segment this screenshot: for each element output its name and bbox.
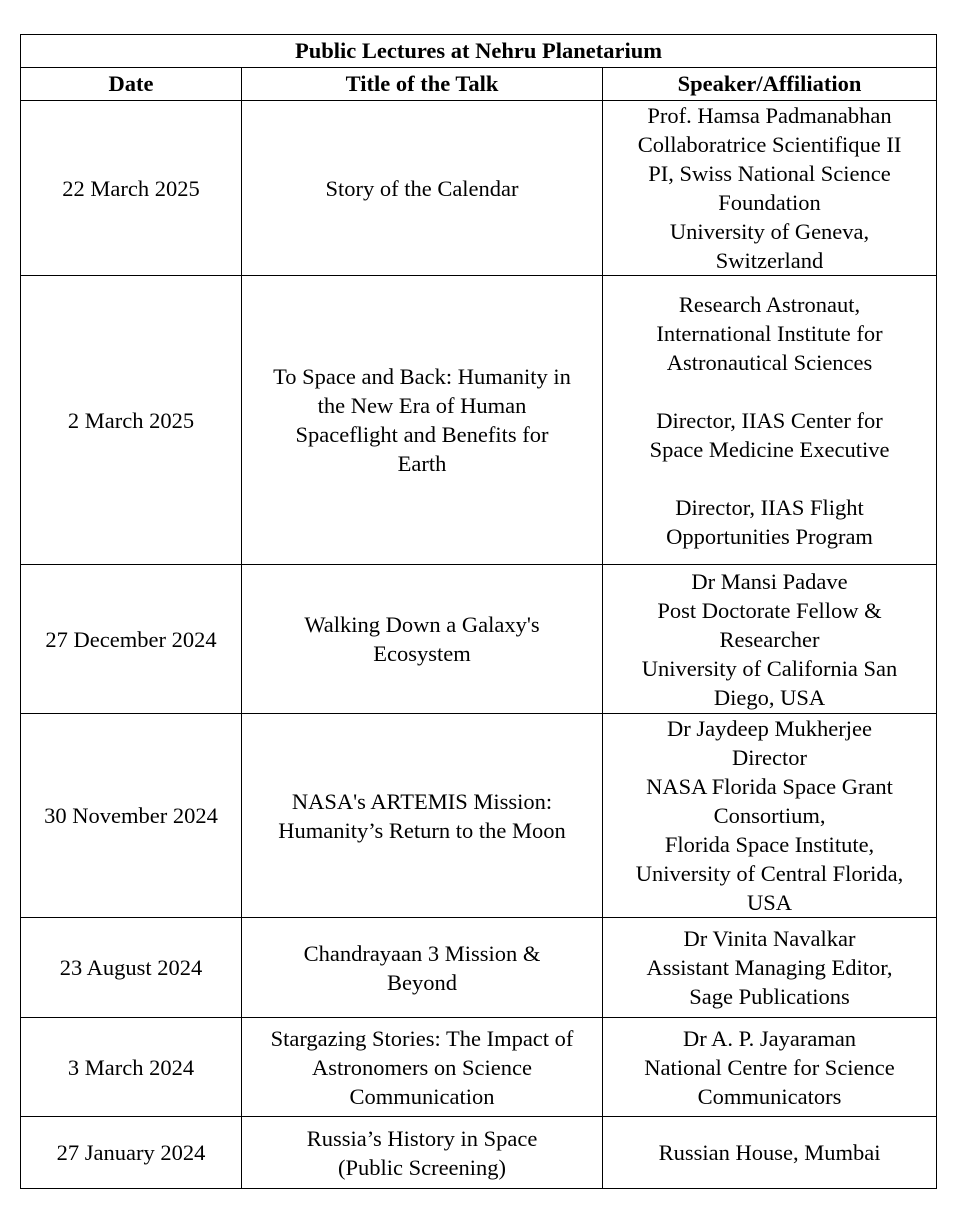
- table-body: [21, 101, 937, 1189]
- header-title: Title of the Talk: [242, 68, 603, 101]
- speaker-cell: [603, 1117, 937, 1189]
- table-row: [21, 276, 937, 565]
- date-cell: [21, 1018, 242, 1117]
- speaker-cell: [603, 1018, 937, 1117]
- date-cell: [21, 101, 242, 276]
- speaker-line: Opportunities Program: [666, 523, 873, 549]
- title-line: Spaceflight and Benefits for: [295, 422, 549, 447]
- title-cell: [242, 276, 603, 565]
- date-cell: [21, 1117, 242, 1189]
- speaker-line: PI, Swiss National Science: [648, 161, 891, 186]
- table-header-row: [21, 68, 937, 101]
- speaker-line: Collaboratrice Scientifique II: [637, 132, 902, 157]
- title-line: Chandrayaan 3 Mission &: [303, 940, 541, 966]
- title-line: Communication: [349, 1083, 495, 1109]
- table-row: [21, 1018, 937, 1117]
- speaker-line: Director: [732, 745, 807, 770]
- title-line: To Space and Back: Humanity in: [273, 364, 571, 389]
- speaker-line: Communicators: [697, 1083, 842, 1109]
- speaker-line: Switzerland: [715, 248, 824, 273]
- speaker-line: International Institute for: [656, 320, 883, 346]
- speaker-line: Director, IIAS Center for: [656, 407, 883, 433]
- speaker-line: Space Medicine Executive: [649, 436, 890, 462]
- date-cell: [21, 714, 242, 918]
- title-cell: [242, 1117, 603, 1189]
- title-cell: [242, 101, 603, 276]
- date-text: 30 November 2024: [44, 803, 218, 828]
- table-row: [21, 1117, 937, 1189]
- title-line: NASA's ARTEMIS Mission:: [291, 788, 553, 814]
- title-line: Russia’s History in Space: [306, 1125, 538, 1151]
- speaker-line: Foundation: [718, 190, 821, 215]
- speaker-line: University of Central Florida,: [635, 861, 904, 886]
- table-row: [21, 101, 937, 276]
- speaker-line: Researcher: [719, 626, 820, 652]
- speaker-line: Consortium,: [713, 803, 826, 828]
- title-line: Stargazing Stories: The Impact of: [270, 1025, 574, 1051]
- table-caption: Public Lectures at Nehru Planetarium: [21, 35, 937, 68]
- speaker-line: NASA Florida Space Grant: [646, 774, 893, 799]
- header-date: Date: [21, 68, 242, 101]
- speaker-line: Astronautical Sciences: [666, 349, 873, 375]
- date-text: 23 August 2024: [59, 955, 203, 980]
- title-line: (Public Screening): [337, 1154, 507, 1180]
- speaker-cell: [603, 565, 937, 714]
- title-cell: [242, 1018, 603, 1117]
- date-text: 27 January 2024: [56, 1140, 206, 1165]
- date-text: 22 March 2025: [62, 175, 200, 201]
- speaker-line: University of California San: [641, 655, 898, 681]
- speaker-cell: [603, 101, 937, 276]
- blank-line: [609, 377, 930, 406]
- header-speaker: Speaker/Affiliation: [603, 68, 937, 101]
- speaker-line: Diego, USA: [713, 684, 826, 710]
- speaker-line: Dr Jaydeep Mukherjee: [667, 716, 872, 741]
- speaker-line: Dr Mansi Padave: [691, 568, 848, 594]
- title-line: Beyond: [387, 969, 457, 995]
- title-cell: [242, 918, 603, 1018]
- speaker-line: Dr Vinita Navalkar: [683, 926, 856, 951]
- title-line: Story of the Calendar: [325, 175, 519, 201]
- title-line: Ecosystem: [373, 641, 471, 666]
- table-row: [21, 565, 937, 714]
- date-cell: [21, 918, 242, 1018]
- speaker-line: Post Doctorate Fellow &: [657, 597, 882, 623]
- speaker-line: Florida Space Institute,: [664, 832, 875, 857]
- date-cell: [21, 276, 242, 565]
- lectures-table: [20, 34, 937, 1189]
- date-text: 3 March 2024: [67, 1054, 195, 1080]
- date-text: 27 December 2024: [45, 626, 217, 652]
- speaker-cell: [603, 714, 937, 918]
- blank-line: [609, 464, 930, 493]
- title-cell: [242, 565, 603, 714]
- speaker-cell: [603, 276, 937, 565]
- speaker-line: Dr A. P. Jayaraman: [682, 1025, 857, 1051]
- speaker-line: Prof. Hamsa Padmanabhan: [647, 103, 892, 128]
- title-line: Walking Down a Galaxy's: [304, 612, 540, 637]
- speaker-line: National Centre for Science: [644, 1054, 895, 1080]
- speaker-line: Director, IIAS Flight: [675, 494, 864, 520]
- title-line: Astronomers on Science: [312, 1054, 532, 1080]
- title-line: Earth: [397, 451, 447, 476]
- speaker-line: USA: [747, 890, 793, 915]
- table-caption-row: [21, 35, 937, 68]
- date-cell: [21, 565, 242, 714]
- speaker-line: Assistant Managing Editor,: [646, 955, 893, 980]
- title-line: the New Era of Human: [317, 393, 527, 418]
- speaker-line: Research Astronaut,: [678, 291, 861, 317]
- speaker-line: University of Geneva,: [669, 219, 870, 244]
- speaker-cell: [603, 918, 937, 1018]
- speaker-line: Russian House, Mumbai: [658, 1140, 881, 1165]
- date-text: 2 March 2025: [67, 407, 195, 433]
- title-line: Humanity’s Return to the Moon: [278, 817, 566, 843]
- title-cell: [242, 714, 603, 918]
- speaker-line: Sage Publications: [689, 984, 850, 1009]
- table-row: [21, 714, 937, 918]
- table-row: [21, 918, 937, 1018]
